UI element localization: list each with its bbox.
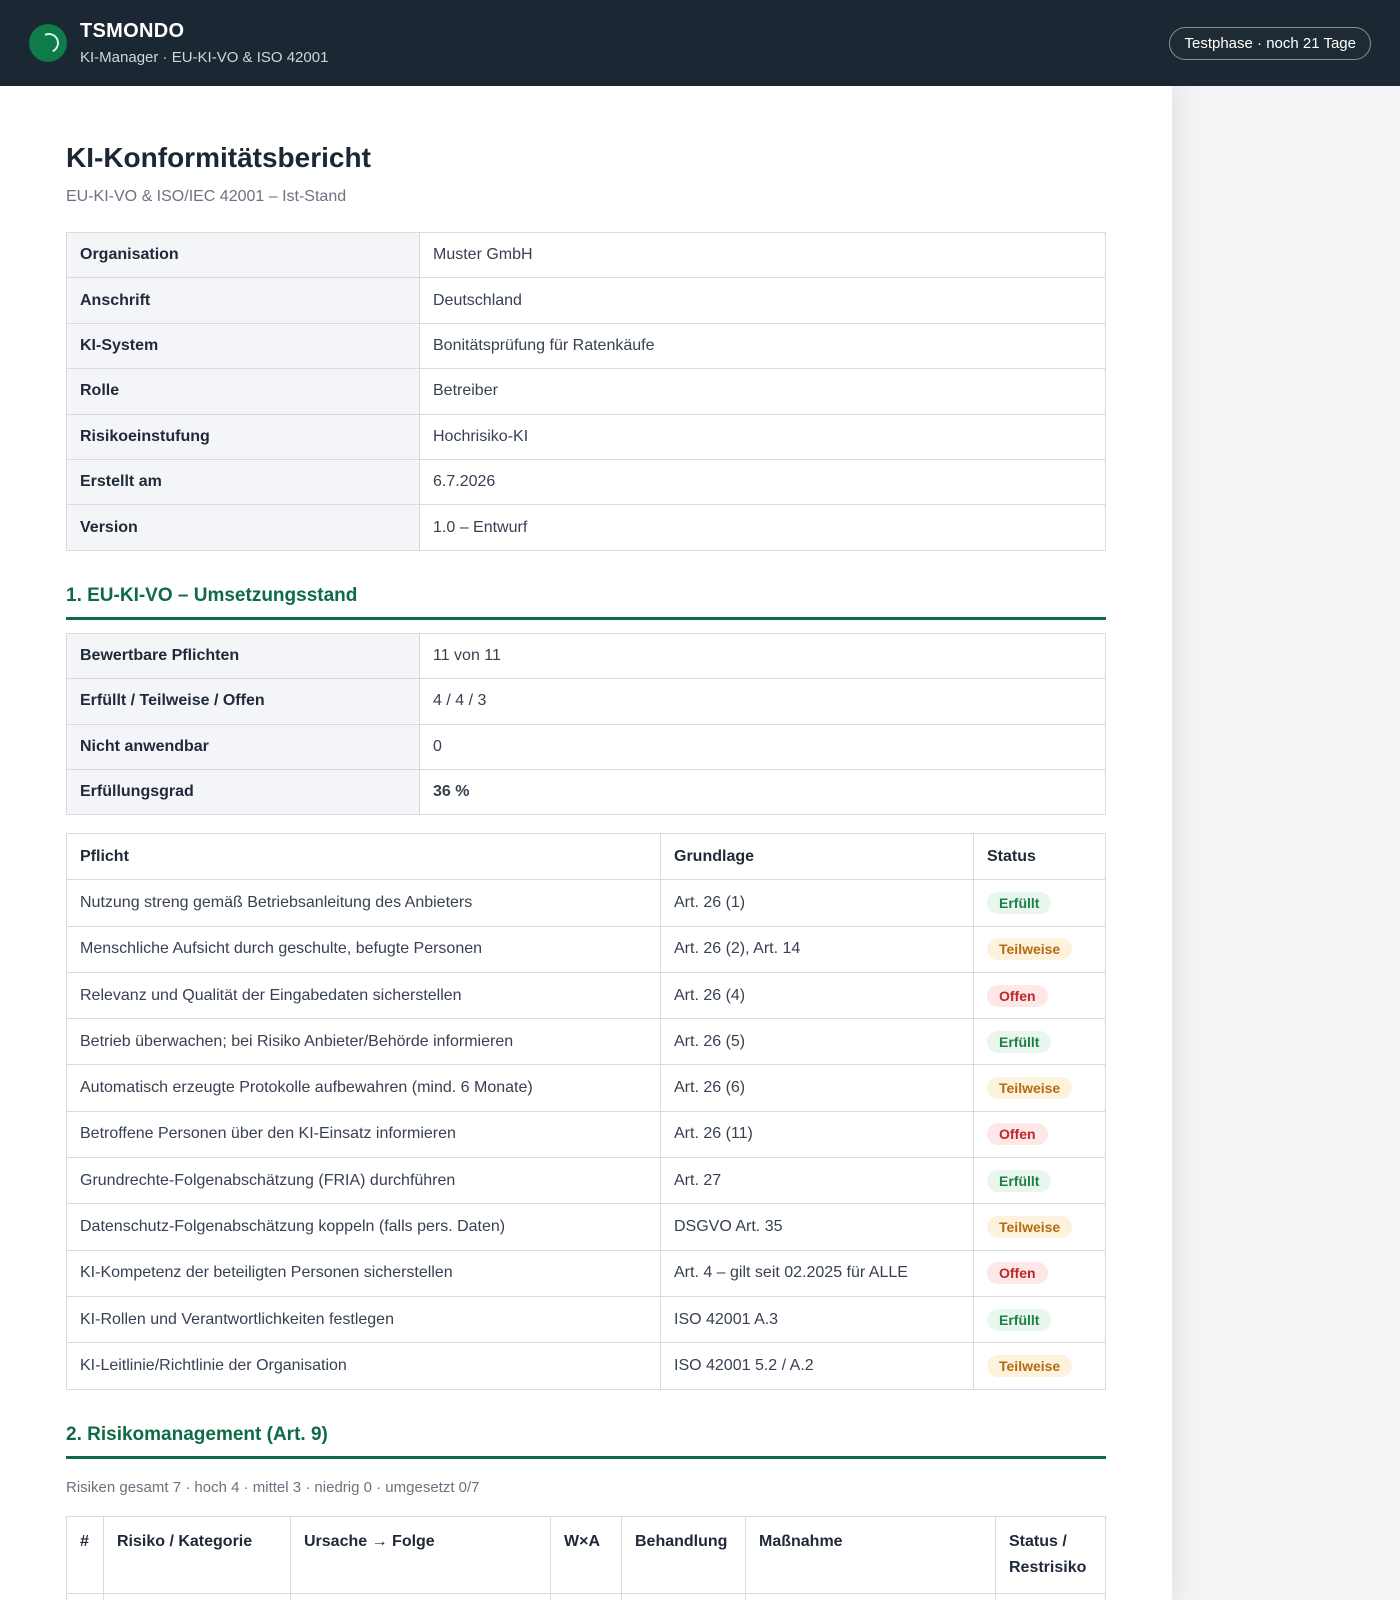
table-row xyxy=(67,724,1106,769)
status-badge: Teilweise xyxy=(987,1216,1072,1238)
basis-cell: Art. 26 (1) xyxy=(661,880,974,926)
status-cell xyxy=(974,1111,1106,1157)
basis-cell: Art. 27 xyxy=(661,1158,974,1204)
column-header-status: Status xyxy=(974,834,1106,880)
status-badge: Offen xyxy=(987,1123,1048,1145)
table-row xyxy=(67,633,1106,678)
basis-cell: Art. 4 – gilt seit 02.2025 für ALLE xyxy=(661,1250,974,1296)
duty-cell: Betroffene Personen über den KI-Einsatz informieren xyxy=(67,1111,661,1157)
section-title-risk-management: 2. Risikomanagement (Art. 9) xyxy=(66,1424,1106,1459)
status-cell xyxy=(974,1296,1106,1342)
row-label: Nicht anwendbar xyxy=(67,724,420,769)
report-title: KI-Konformitätsbericht xyxy=(66,142,371,173)
column-header-measure: Maßnahme xyxy=(746,1516,996,1593)
basis-cell: DSGVO Art. 35 xyxy=(661,1204,974,1250)
status-badge: Teilweise xyxy=(987,1077,1072,1099)
status-badge: Offen xyxy=(987,985,1048,1007)
row-label: KI-System xyxy=(67,323,420,368)
row-value: Hochrisiko-KI xyxy=(420,414,1106,459)
basis-cell: ISO 42001 A.3 xyxy=(661,1296,974,1342)
row-label: Erstellt am xyxy=(67,459,420,504)
status-cell xyxy=(974,1019,1106,1065)
table-row xyxy=(67,1065,1106,1111)
trial-badge[interactable]: Testphase · noch 21 Tage xyxy=(1169,27,1371,60)
status-badge: Teilweise xyxy=(987,938,1072,960)
duty-cell: Datenschutz-Folgenabschätzung koppeln (falls pers. Daten) xyxy=(67,1204,661,1250)
basis-cell: Art. 26 (6) xyxy=(661,1065,974,1111)
table-row xyxy=(67,926,1106,972)
basis-cell: Art. 26 (11) xyxy=(661,1111,974,1157)
report-page xyxy=(0,86,1172,1600)
row-value: Deutschland xyxy=(420,278,1106,323)
status-badge: Teilweise xyxy=(987,1355,1072,1377)
table-row xyxy=(67,880,1106,926)
table-row xyxy=(67,1593,1106,1600)
basis-cell: ISO 42001 5.2 / A.2 xyxy=(661,1343,974,1389)
risks-header-row xyxy=(67,1516,1106,1593)
row-label: Bewertbare Pflichten xyxy=(67,633,420,678)
row-value: Bonitätsprüfung für Ratenkäufe xyxy=(420,323,1106,368)
table-row xyxy=(67,459,1106,504)
status-cell xyxy=(974,1250,1106,1296)
row-value: Muster GmbH xyxy=(420,233,1106,278)
row-label: Version xyxy=(67,505,420,550)
table-row xyxy=(67,1296,1106,1342)
brand-name: TSMONDO xyxy=(80,20,185,42)
status-cell xyxy=(974,926,1106,972)
status-cell xyxy=(974,972,1106,1018)
row-label: Erfüllungsgrad xyxy=(67,769,420,814)
status-badge: Offen xyxy=(987,1262,1048,1284)
status-cell xyxy=(974,1343,1106,1389)
row-value: 4 / 4 / 3 xyxy=(420,679,1106,724)
brand xyxy=(80,20,328,66)
row-value: Betreiber xyxy=(420,369,1106,414)
duty-cell: Automatisch erzeugte Protokolle aufbewahren (mind. 6 Monate) xyxy=(67,1065,661,1111)
status-cell xyxy=(974,1065,1106,1111)
row-value: 6.7.2026 xyxy=(420,459,1106,504)
duty-cell: Nutzung streng gemäß Betriebsanleitung des Anbieters xyxy=(67,880,661,926)
status-cell xyxy=(974,1158,1106,1204)
duty-cell: KI-Rollen und Verantwortlichkeiten festlegen xyxy=(67,1296,661,1342)
column-header-treatment: Behandlung xyxy=(622,1516,746,1593)
table-row xyxy=(67,233,1106,278)
basis-cell: Art. 26 (4) xyxy=(661,972,974,1018)
row-label: Erfüllt / Teilweise / Offen xyxy=(67,679,420,724)
row-value: 1.0 – Entwurf xyxy=(420,505,1106,550)
duty-cell: Menschliche Aufsicht durch geschulte, befugte Personen xyxy=(67,926,661,972)
duty-cell: Grundrechte-Folgenabschätzung (FRIA) durchführen xyxy=(67,1158,661,1204)
table-row xyxy=(67,1250,1106,1296)
table-row xyxy=(67,323,1106,368)
column-header-status-line1: Status / xyxy=(1009,1532,1067,1550)
duty-cell: Relevanz und Qualität der Eingabedaten sicherstellen xyxy=(67,972,661,1018)
table-row xyxy=(67,1111,1106,1157)
table-row xyxy=(67,1019,1106,1065)
table-row xyxy=(67,1204,1106,1250)
basis-cell: Art. 26 (2), Art. 14 xyxy=(661,926,974,972)
column-header-basis: Grundlage xyxy=(661,834,974,880)
duties-header-row xyxy=(67,834,1106,880)
table-row xyxy=(67,278,1106,323)
row-label: Anschrift xyxy=(67,278,420,323)
meta-table xyxy=(66,232,1106,551)
table-row xyxy=(67,1343,1106,1389)
table-row xyxy=(67,972,1106,1018)
column-header-duty: Pflicht xyxy=(67,834,661,880)
duty-cell: KI-Kompetenz der beteiligten Personen sicherstellen xyxy=(67,1250,661,1296)
column-header-cause: Ursache → Folge xyxy=(291,1516,551,1593)
table-row xyxy=(67,679,1106,724)
risks-table xyxy=(66,1516,1106,1600)
duty-cell: Betrieb überwachen; bei Risiko Anbieter/Behörde informieren xyxy=(67,1019,661,1065)
section-title-eu-ai-act: 1. EU-KI-VO – Umsetzungsstand xyxy=(66,585,1106,620)
row-value: 0 xyxy=(420,724,1106,769)
duty-cell: KI-Leitlinie/Richtlinie der Organisation xyxy=(67,1343,661,1389)
row-label: Organisation xyxy=(67,233,420,278)
table-row xyxy=(67,369,1106,414)
status-badge: Erfüllt xyxy=(987,1309,1051,1331)
risk-summary: Risiken gesamt 7 · hoch 4 · mittel 3 · niedrig 0 · umgesetzt 0/7 xyxy=(66,1478,480,1496)
table-row xyxy=(67,414,1106,459)
top-bar xyxy=(0,0,1400,86)
status-badge: Erfüllt xyxy=(987,1031,1051,1053)
row-label: Rolle xyxy=(67,369,420,414)
column-header-status-line2: Restrisiko xyxy=(1009,1558,1087,1576)
column-header-status-residual xyxy=(996,1516,1106,1593)
logo-icon xyxy=(29,24,67,62)
status-cell xyxy=(974,880,1106,926)
table-row xyxy=(67,1158,1106,1204)
table-row xyxy=(67,769,1106,814)
report-subtitle: EU-KI-VO & ISO/IEC 42001 – Ist-Stand xyxy=(66,188,347,205)
row-label: Risikoeinstufung xyxy=(67,414,420,459)
column-header-risk: Risiko / Kategorie xyxy=(104,1516,291,1593)
status-badge: Erfüllt xyxy=(987,1170,1051,1192)
brand-subtitle: KI-Manager · EU-KI-VO & ISO 42001 xyxy=(80,49,329,66)
row-value: 36 % xyxy=(420,769,1106,814)
stats-table xyxy=(66,633,1106,816)
status-cell xyxy=(974,1204,1106,1250)
status-badge: Erfüllt xyxy=(987,892,1051,914)
row-value: 11 von 11 xyxy=(420,633,1106,678)
duties-table xyxy=(66,833,1106,1389)
table-row xyxy=(67,505,1106,550)
column-header-wxa: W×A xyxy=(551,1516,622,1593)
basis-cell: Art. 26 (5) xyxy=(661,1019,974,1065)
column-header-num: # xyxy=(67,1516,104,1593)
